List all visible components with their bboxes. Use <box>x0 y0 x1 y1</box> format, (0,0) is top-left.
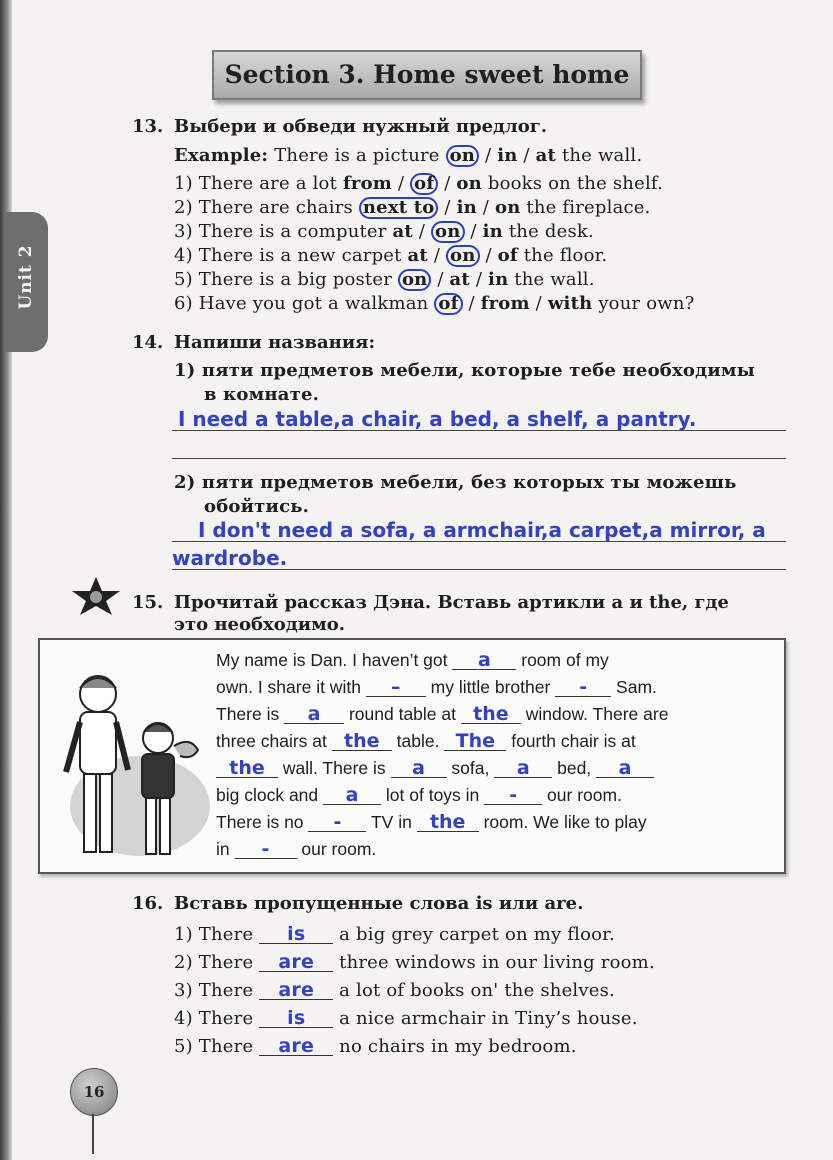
ex16-item-1: 1) There is a big grey carpet on my floor. <box>174 923 615 945</box>
ex16-instruction: Вставь пропущенные слова is или are. <box>174 893 584 914</box>
answer-line <box>172 430 786 431</box>
ex16-item-3: 3) There are a lot of books on' the shelves. <box>174 979 615 1001</box>
ex14-item1-line1: 1) пяти предметов мебели, которые тебе необходимы <box>174 360 755 381</box>
unit-tab <box>4 212 48 352</box>
ex13-item-4: 4) There is a new carpet at / on / of the floor. <box>174 245 608 266</box>
ex14-answer2-line2[interactable]: wardrobe. <box>172 546 288 570</box>
ex13-item-1: 1) There are a lot from / of / on books on the shelf. <box>174 173 664 194</box>
ex14-item2-line2: обойтись. <box>204 496 310 517</box>
ex13-example: Example: There is a picture on / in / at the wall. <box>174 145 643 166</box>
article-gap[interactable]: the <box>461 705 521 724</box>
story-line-1: My name is Dan. I haven’t got a room of my <box>216 649 609 671</box>
book-spine-shadow <box>0 0 12 1160</box>
article-gap[interactable]: - <box>555 678 611 697</box>
section-title: Section 3. Home sweet home <box>212 50 642 100</box>
article-gap[interactable]: the <box>417 813 479 832</box>
article-gap[interactable]: - <box>235 840 297 859</box>
ex14-answer1[interactable]: I need a table,a chair, a bed, a shelf, a pantry. <box>178 407 697 431</box>
answer-blank[interactable]: is <box>259 925 333 944</box>
circled-option[interactable]: next to <box>359 197 439 219</box>
answer-blank[interactable]: are <box>259 953 333 972</box>
article-gap[interactable]: a <box>596 759 654 778</box>
answer-blank[interactable]: is <box>259 1009 333 1028</box>
article-gap[interactable]: - <box>308 813 366 832</box>
story-line-7: There is no - TV in the room. We like to play <box>216 811 647 833</box>
article-gap[interactable]: a <box>284 705 344 724</box>
circled-option[interactable]: on <box>446 245 480 267</box>
ex14-item2-line1: 2) пяти предметов мебели, без которых ты можешь <box>174 472 737 493</box>
answer-blank[interactable]: are <box>259 981 333 1000</box>
ex15-instruction-line2: это необходимо. <box>174 614 346 635</box>
ex14-item1-line2: в комнате. <box>204 384 320 405</box>
ex15-number: 15. <box>132 592 164 613</box>
article-gap[interactable]: a <box>323 786 381 805</box>
ex13-item-5: 5) There is a big poster on / at / in the wall. <box>174 269 595 290</box>
story-line-4: three chairs at the table. The fourth chair is at <box>216 730 636 752</box>
circled-option[interactable]: on <box>431 221 465 243</box>
circled-option[interactable]: of <box>410 173 438 195</box>
ex16-item-2: 2) There are three windows in our living room. <box>174 951 655 973</box>
ex15-instruction-line1: Прочитай рассказ Дэна. Вставь артикли a и the, где <box>174 592 729 613</box>
ex13-item-6: 6) Have you got a walkman of / from / with your own? <box>174 293 695 314</box>
circled-option[interactable]: on <box>446 145 480 167</box>
article-gap[interactable]: - <box>484 786 542 805</box>
ex14-instruction: Напиши названия: <box>174 332 376 353</box>
ex16-item-4: 4) There is a nice armchair in Tiny’s house. <box>174 1007 638 1029</box>
page-number: 16 <box>70 1068 118 1116</box>
ex14-number: 14. <box>132 332 164 353</box>
star-difficulty-icon <box>70 576 122 616</box>
ex13-item-3: 3) There is a computer at / on / in the desk. <box>174 221 594 242</box>
ex16-item-5: 5) There are no chairs in my bedroom. <box>174 1035 577 1057</box>
article-gap[interactable]: the <box>216 759 278 778</box>
story-line-8: in - our room. <box>216 838 377 860</box>
story-line-3: There is a round table at the window. There are <box>216 703 669 725</box>
answer-line <box>172 569 786 570</box>
unit-tab-label: Unit 2 <box>16 244 36 310</box>
article-gap[interactable]: The <box>444 732 506 751</box>
article-gap[interactable]: a <box>452 651 516 670</box>
article-gap[interactable]: – <box>366 678 426 697</box>
story-line-5: the wall. There is a sofa, a bed, a <box>216 758 771 779</box>
ex13-item-2: 2) There are chairs next to / in / on the fireplace. <box>174 197 651 218</box>
circled-option[interactable]: on <box>398 269 432 291</box>
ex13-number: 13. <box>132 116 164 137</box>
article-gap[interactable]: a <box>494 759 552 778</box>
page-number-stem <box>92 1114 94 1154</box>
two-boys-illustration <box>50 666 210 866</box>
article-gap[interactable]: a <box>391 759 447 778</box>
answer-line <box>172 541 786 542</box>
story-line-2: own. I share it with – my little brother - Sam. <box>216 676 657 698</box>
ex16-number: 16. <box>132 893 164 914</box>
ex13-instruction: Выбери и обведи нужный предлог. <box>174 116 548 137</box>
circled-option[interactable]: of <box>434 293 462 315</box>
article-gap[interactable]: the <box>332 732 392 751</box>
story-line-6: big clock and a lot of toys in - our room. <box>216 784 622 806</box>
answer-line <box>172 458 786 459</box>
ex14-answer2-line1[interactable]: I don't need a sofa, a armchair,a carpet,a mirror, a <box>198 518 766 542</box>
answer-blank[interactable]: are <box>259 1037 333 1056</box>
